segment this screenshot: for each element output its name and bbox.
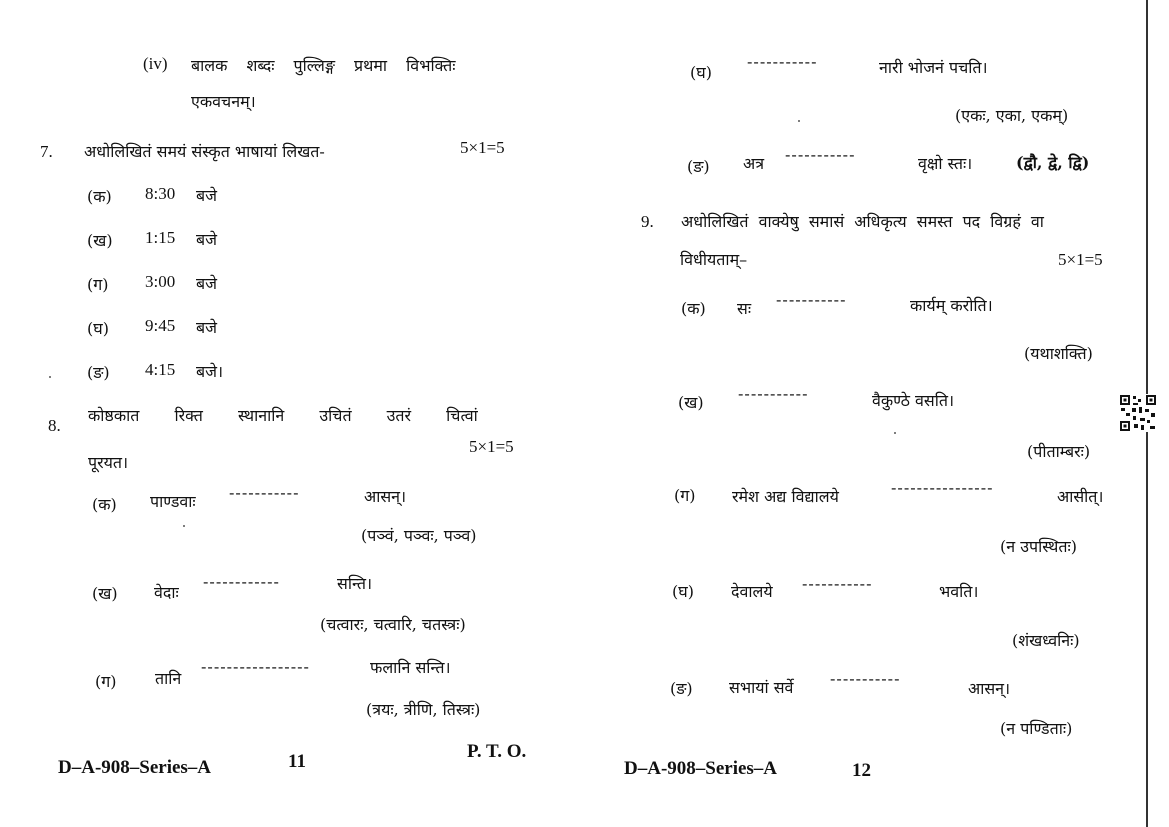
q7-item-word: बजे — [196, 274, 218, 293]
q8-cont-options: (एकः, एका, एकम्) — [955, 106, 1069, 125]
q6-iv-text2: एकवचनम्। — [191, 92, 256, 111]
q7-text: अधोलिखितं समयं संस्कृत भाषायां लिखत- — [84, 142, 325, 161]
scan-speck — [894, 432, 896, 434]
q6-iv-label: (iv) — [143, 54, 168, 73]
q9-item-label: (ख) — [678, 393, 704, 412]
q8-item-blank: ----------- — [229, 483, 300, 502]
q7-item-label: (ग) — [87, 275, 109, 294]
q9-item-before: देवालये — [731, 582, 773, 601]
q9-item-label: (क) — [681, 299, 706, 318]
q8-item-blank: ------------ — [203, 572, 280, 591]
q9-item-blank: ---------------- — [891, 478, 994, 497]
q9-item-blank: ----------- — [738, 384, 809, 403]
q9-text2: विधीयताम्– — [680, 250, 748, 269]
q9-text: अधोलिखितं वाक्येषु समासं अधिकृत्य समस्त पद विग्रहं वा — [681, 212, 1044, 231]
q7-item-word: बजे — [196, 318, 218, 337]
q8-text2: पूरयत। — [88, 453, 129, 472]
q8-item-after: सन्ति। — [337, 574, 373, 593]
q8-item-before: वेदाः — [154, 583, 179, 602]
q6-iv-text: बालक शब्दः पुल्लिङ्ग प्रथमा विभक्तिः — [191, 56, 456, 75]
q8-cont-after: नारी भोजनं पचति। — [879, 58, 988, 77]
q9-item-label: (घ) — [672, 582, 694, 601]
q7-item-time: 8:30 — [145, 184, 176, 203]
q9-marks: 5×1=5 — [1058, 250, 1103, 269]
q9-item-options: (यथाशक्ति) — [1024, 344, 1093, 363]
q8-item-before: तानि — [155, 669, 182, 688]
q8-marks: 5×1=5 — [469, 437, 514, 456]
q7-item-time: 9:45 — [145, 316, 176, 335]
q8-cont-after: वृक्षो स्तः। — [918, 154, 973, 173]
q7-item-word: बजे — [196, 186, 218, 205]
q8-item-blank: ----------------- — [201, 657, 310, 676]
qr-code-icon — [1119, 394, 1157, 432]
q8-cont-options: (द्वौ, द्वे, द्वि) — [1016, 153, 1090, 172]
scan-speck — [49, 376, 51, 378]
q9-item-after: वैकुण्ठे वसति। — [872, 391, 955, 410]
q9-item-after: कार्यम् करोति। — [910, 296, 993, 315]
q8-item-before: पाण्डवाः — [150, 492, 196, 511]
q8-item-label: (ग) — [95, 672, 117, 691]
q9-item-before: सः — [737, 299, 752, 318]
q8-cont-blank: ----------- — [747, 52, 818, 71]
left-footer-page: 11 — [288, 751, 306, 772]
q9-item-options: (न पण्डिताः) — [1000, 719, 1073, 738]
right-footer-code: D–A-908–Series–A — [624, 758, 778, 779]
q8-item-options: (चत्वारः, चत्वारि, चतस्त्रः) — [320, 615, 466, 634]
q8-item-label: (ख) — [92, 584, 118, 603]
right-footer-page: 12 — [852, 760, 871, 781]
q9-item-blank: ----------- — [802, 574, 873, 593]
q9-item-label: (ङ) — [670, 679, 693, 698]
q9-item-options: (पीताम्बरः) — [1027, 442, 1091, 461]
q8-cont-label: (ङ) — [687, 157, 710, 176]
q9-item-after: आसन्। — [968, 679, 1011, 698]
left-footer-code: D–A-908–Series–A — [58, 757, 212, 778]
q8-number: 8. — [48, 416, 61, 435]
q8-item-after: आसन्। — [364, 487, 407, 506]
q7-item-word: बजे। — [196, 362, 224, 381]
q8-cont-label: (घ) — [690, 63, 712, 82]
q7-item-time: 3:00 — [145, 272, 176, 291]
q9-item-label: (ग) — [674, 486, 696, 505]
q9-item-options: (शंखध्वनिः) — [1012, 631, 1080, 650]
q7-item-label: (ख) — [87, 231, 113, 250]
q9-item-blank: ----------- — [830, 669, 901, 688]
q9-item-after: आसीत्। — [1057, 487, 1104, 506]
q9-item-before: सभायां सर्वे — [729, 678, 794, 697]
q8-item-after: फलानि सन्ति। — [370, 658, 451, 677]
q7-item-label: (ङ) — [87, 363, 110, 382]
q7-item-word: बजे — [196, 230, 218, 249]
q9-item-before: रमेश अद्य विद्यालये — [732, 487, 839, 506]
q7-item-time: 1:15 — [145, 228, 176, 247]
scan-speck — [183, 525, 185, 527]
q8-cont-before: अत्र — [743, 154, 765, 173]
q8-text: कोष्ठकात रिक्त स्थानानि उचितं उतरं चित्वां — [88, 406, 478, 425]
q9-number: 9. — [641, 212, 654, 231]
q8-item-options: (पञ्वं, पञ्वः, पञ्व) — [361, 526, 477, 545]
q8-item-label: (क) — [92, 495, 117, 514]
q8-item-options: (त्रयः, त्रीणि, तिस्त्रः) — [366, 700, 481, 719]
q9-item-after: भवति। — [939, 582, 979, 601]
scan-speck — [798, 120, 800, 122]
q7-item-time: 4:15 — [145, 360, 176, 379]
q7-number: 7. — [40, 142, 53, 161]
q7-item-label: (क) — [87, 187, 112, 206]
q7-item-label: (घ) — [87, 319, 109, 338]
q8-cont-blank: ----------- — [785, 145, 856, 164]
q9-item-options: (न उपस्थितः) — [1000, 537, 1077, 556]
left-footer-pto: P. T. O. — [467, 741, 527, 762]
q9-item-blank: ----------- — [776, 290, 847, 309]
q7-marks: 5×1=5 — [460, 138, 505, 157]
